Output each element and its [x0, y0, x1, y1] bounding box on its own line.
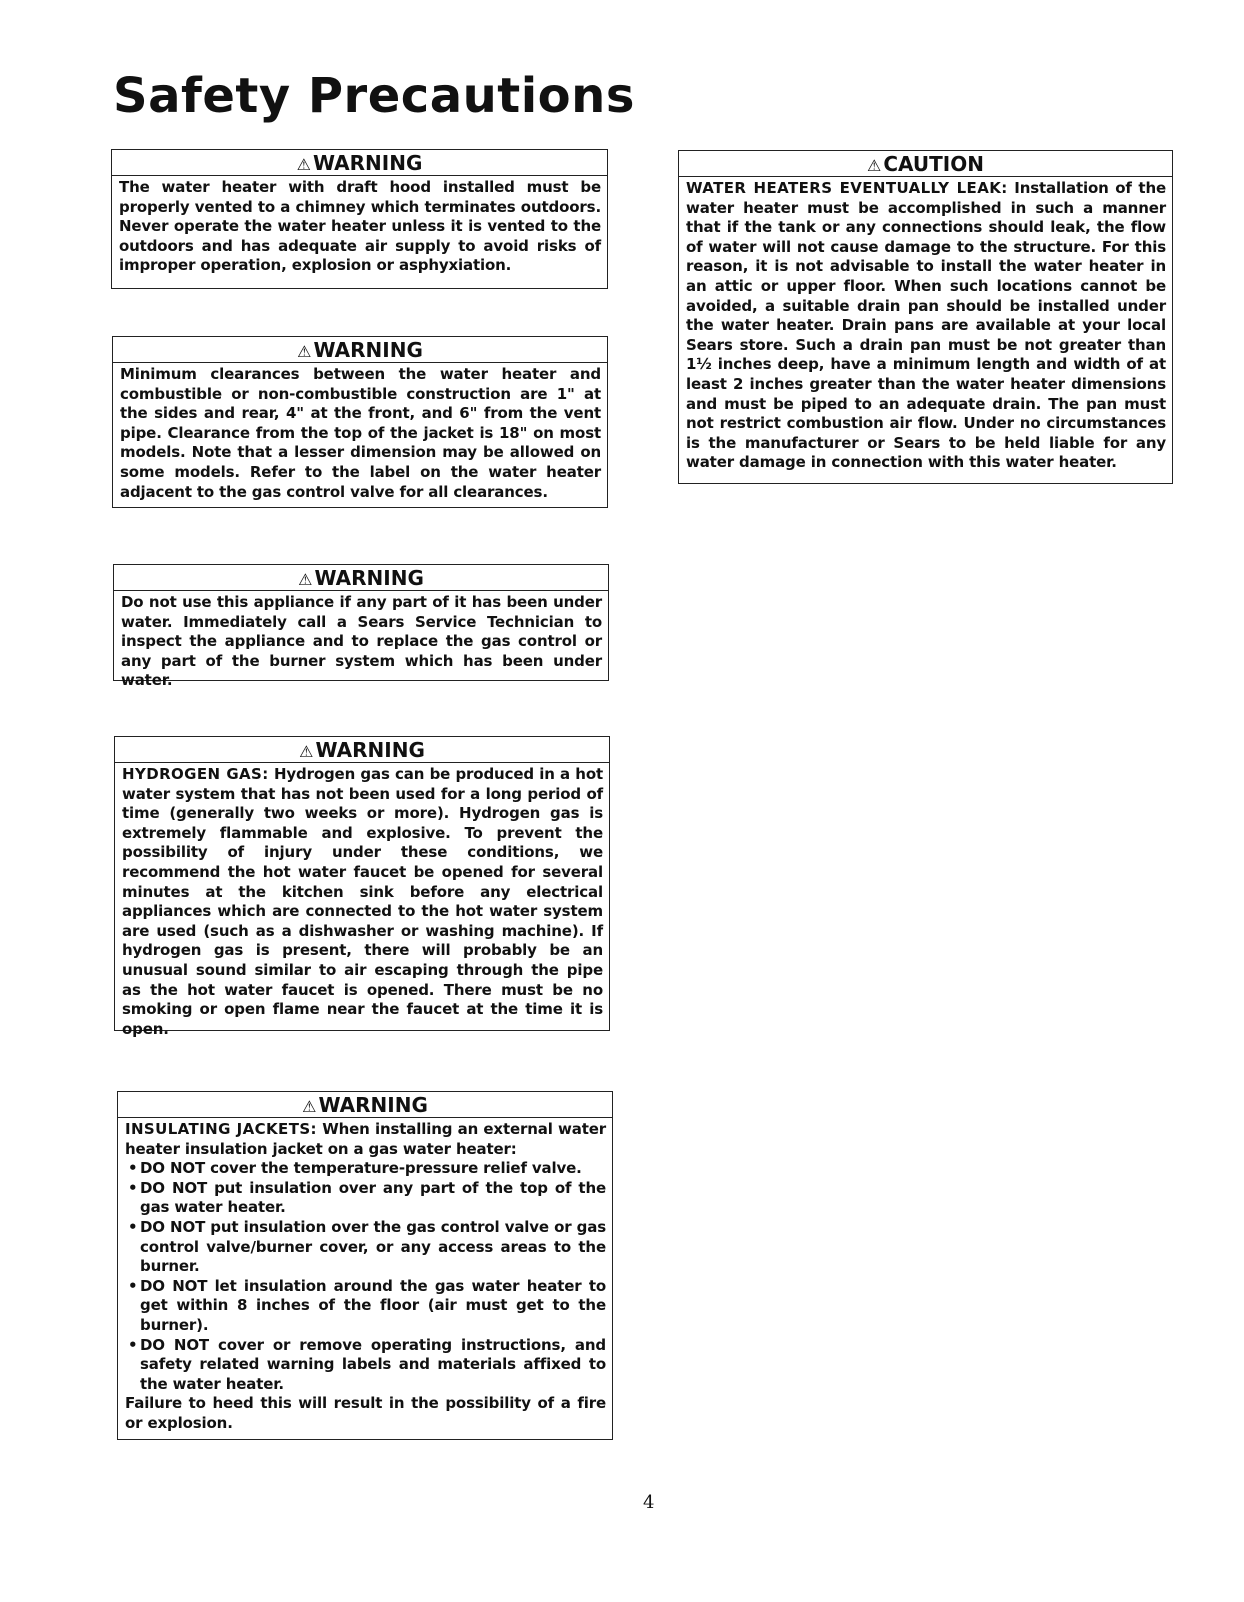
caution-heading-text: CAUTION: [883, 152, 984, 176]
warning-box-flood: [113, 564, 609, 690]
page-number: 4: [643, 1492, 655, 1513]
warning-body: Hydrogen gas can be produced in a hot water system that has not been used for a long period of time (generally two weeks or more). Hydrogen gas is extremely flammable and explosive. To prevent the possibility of injury under these conditions, we recommend the hot water faucet be opened for several minutes at the kitchen sink before any electrical appliances which are connected to the hot water system are used (such as a dishwasher or washing machine). If hydrogen gas is present, there will probably be an unusual sound similar to air escaping through the pipe as the hot water faucet is opened. There must be no smoking or open flame near the faucet at the time it is open.: [122, 765, 603, 1038]
warning-triangle-icon: ⚠: [867, 156, 882, 175]
list-item: • DO NOT put insulation over the gas control valve or gas control valve/burner cover, or any access areas to the burner.: [125, 1218, 606, 1277]
warning-heading-text: WARNING: [318, 1093, 428, 1117]
warning-heading-text: WARNING: [313, 338, 423, 362]
warning-heading: [115, 737, 609, 763]
warning-text: [122, 765, 603, 1039]
warning-box-insulating-jackets: [117, 1091, 613, 1440]
warning-text: The water heater with draft hood installed must be properly vented to a chimney which terminates outdoors. Never operate the water heater unless it is vented to the outdoors and has adequate air supply to avoid risks of improper operation, explosion or asphyxiation.: [119, 178, 601, 275]
list-item: • DO NOT cover the temperature-pressure relief valve.: [125, 1159, 606, 1179]
warning-triangle-icon: ⚠: [298, 570, 313, 589]
warning-closing: Failure to heed this will result in the possibility of a fire or explosion.: [125, 1394, 606, 1432]
warning-box-venting: [111, 149, 608, 289]
warning-box-hydrogen-gas: [114, 736, 610, 1038]
warning-heading-text: WARNING: [314, 566, 424, 590]
warning-intro: When installing an external water heater insulation jacket on a gas water heater:: [125, 1120, 606, 1158]
warning-lead: INSULATING JACKETS:: [125, 1120, 317, 1138]
warning-box-clearances: [112, 336, 608, 508]
caution-heading: [679, 151, 1172, 177]
warning-triangle-icon: ⚠: [297, 342, 312, 361]
caution-box-leaks: [678, 150, 1173, 484]
warning-heading: [113, 337, 607, 363]
warning-heading: [118, 1092, 612, 1118]
warning-text: [125, 1120, 606, 1434]
caution-lead: WATER HEATERS EVENTUALLY LEAK:: [686, 179, 1008, 197]
warning-text: Do not use this appliance if any part of it has been under water. Immediately call a Sears Service Technician to inspect the appliance and to replace the gas control or any part of the burner system which has been under water.: [121, 593, 602, 690]
list-item: • DO NOT let insulation around the gas water heater to get within 8 inches of the floor (air must get to the burner).: [125, 1277, 606, 1336]
warning-text: Minimum clearances between the water heater and combustible or non-combustible construction are 1" at the sides and rear, 4" at the front, and 6" from the vent pipe. Clearance from the top of the jacket is 18" on most models. Note that a lesser dimension may be allowed on some models. Refer to the label on the water heater adjacent to the gas control valve for all clearances.: [120, 365, 601, 501]
warning-heading: [114, 565, 608, 591]
warning-lead: HYDROGEN GAS:: [122, 765, 269, 783]
warning-heading-text: WARNING: [315, 738, 425, 762]
page-title: Safety Precautions: [113, 68, 635, 124]
warning-triangle-icon: ⚠: [302, 1097, 317, 1116]
warning-bullet-list: [125, 1159, 606, 1394]
caution-body: Installation of the water heater must be accomplished in such a manner that if the tank or any connections should leak, the flow of water will not cause damage to the structure. For this reason, it is not advisable to install the water heater in an attic or upper floor. When such locations cannot be avoided, a suitable drain pan should be installed under the water heater. Drain pans are available at your local Sears store. Such a drain pan must be not greater than 1½ inches deep, have a minimum length and width of at least 2 inches greater than the water heater dimensions and must be piped to an adequate drain. The pan must not restrict combustion air flow. Under no circumstances is the manufacturer or Sears to be held liable for any water damage in connection with this water heater.: [686, 179, 1166, 472]
list-item: • DO NOT put insulation over any part of the top of the gas water heater.: [125, 1179, 606, 1218]
warning-heading-text: WARNING: [312, 151, 423, 175]
warning-heading: [112, 150, 607, 176]
list-item: • DO NOT cover or remove operating instructions, and safety related warning labels and materials affixed to the water heater.: [125, 1336, 606, 1395]
warning-triangle-icon: ⚠: [296, 155, 311, 174]
warning-triangle-icon: ⚠: [299, 742, 314, 761]
caution-text: [686, 179, 1166, 473]
